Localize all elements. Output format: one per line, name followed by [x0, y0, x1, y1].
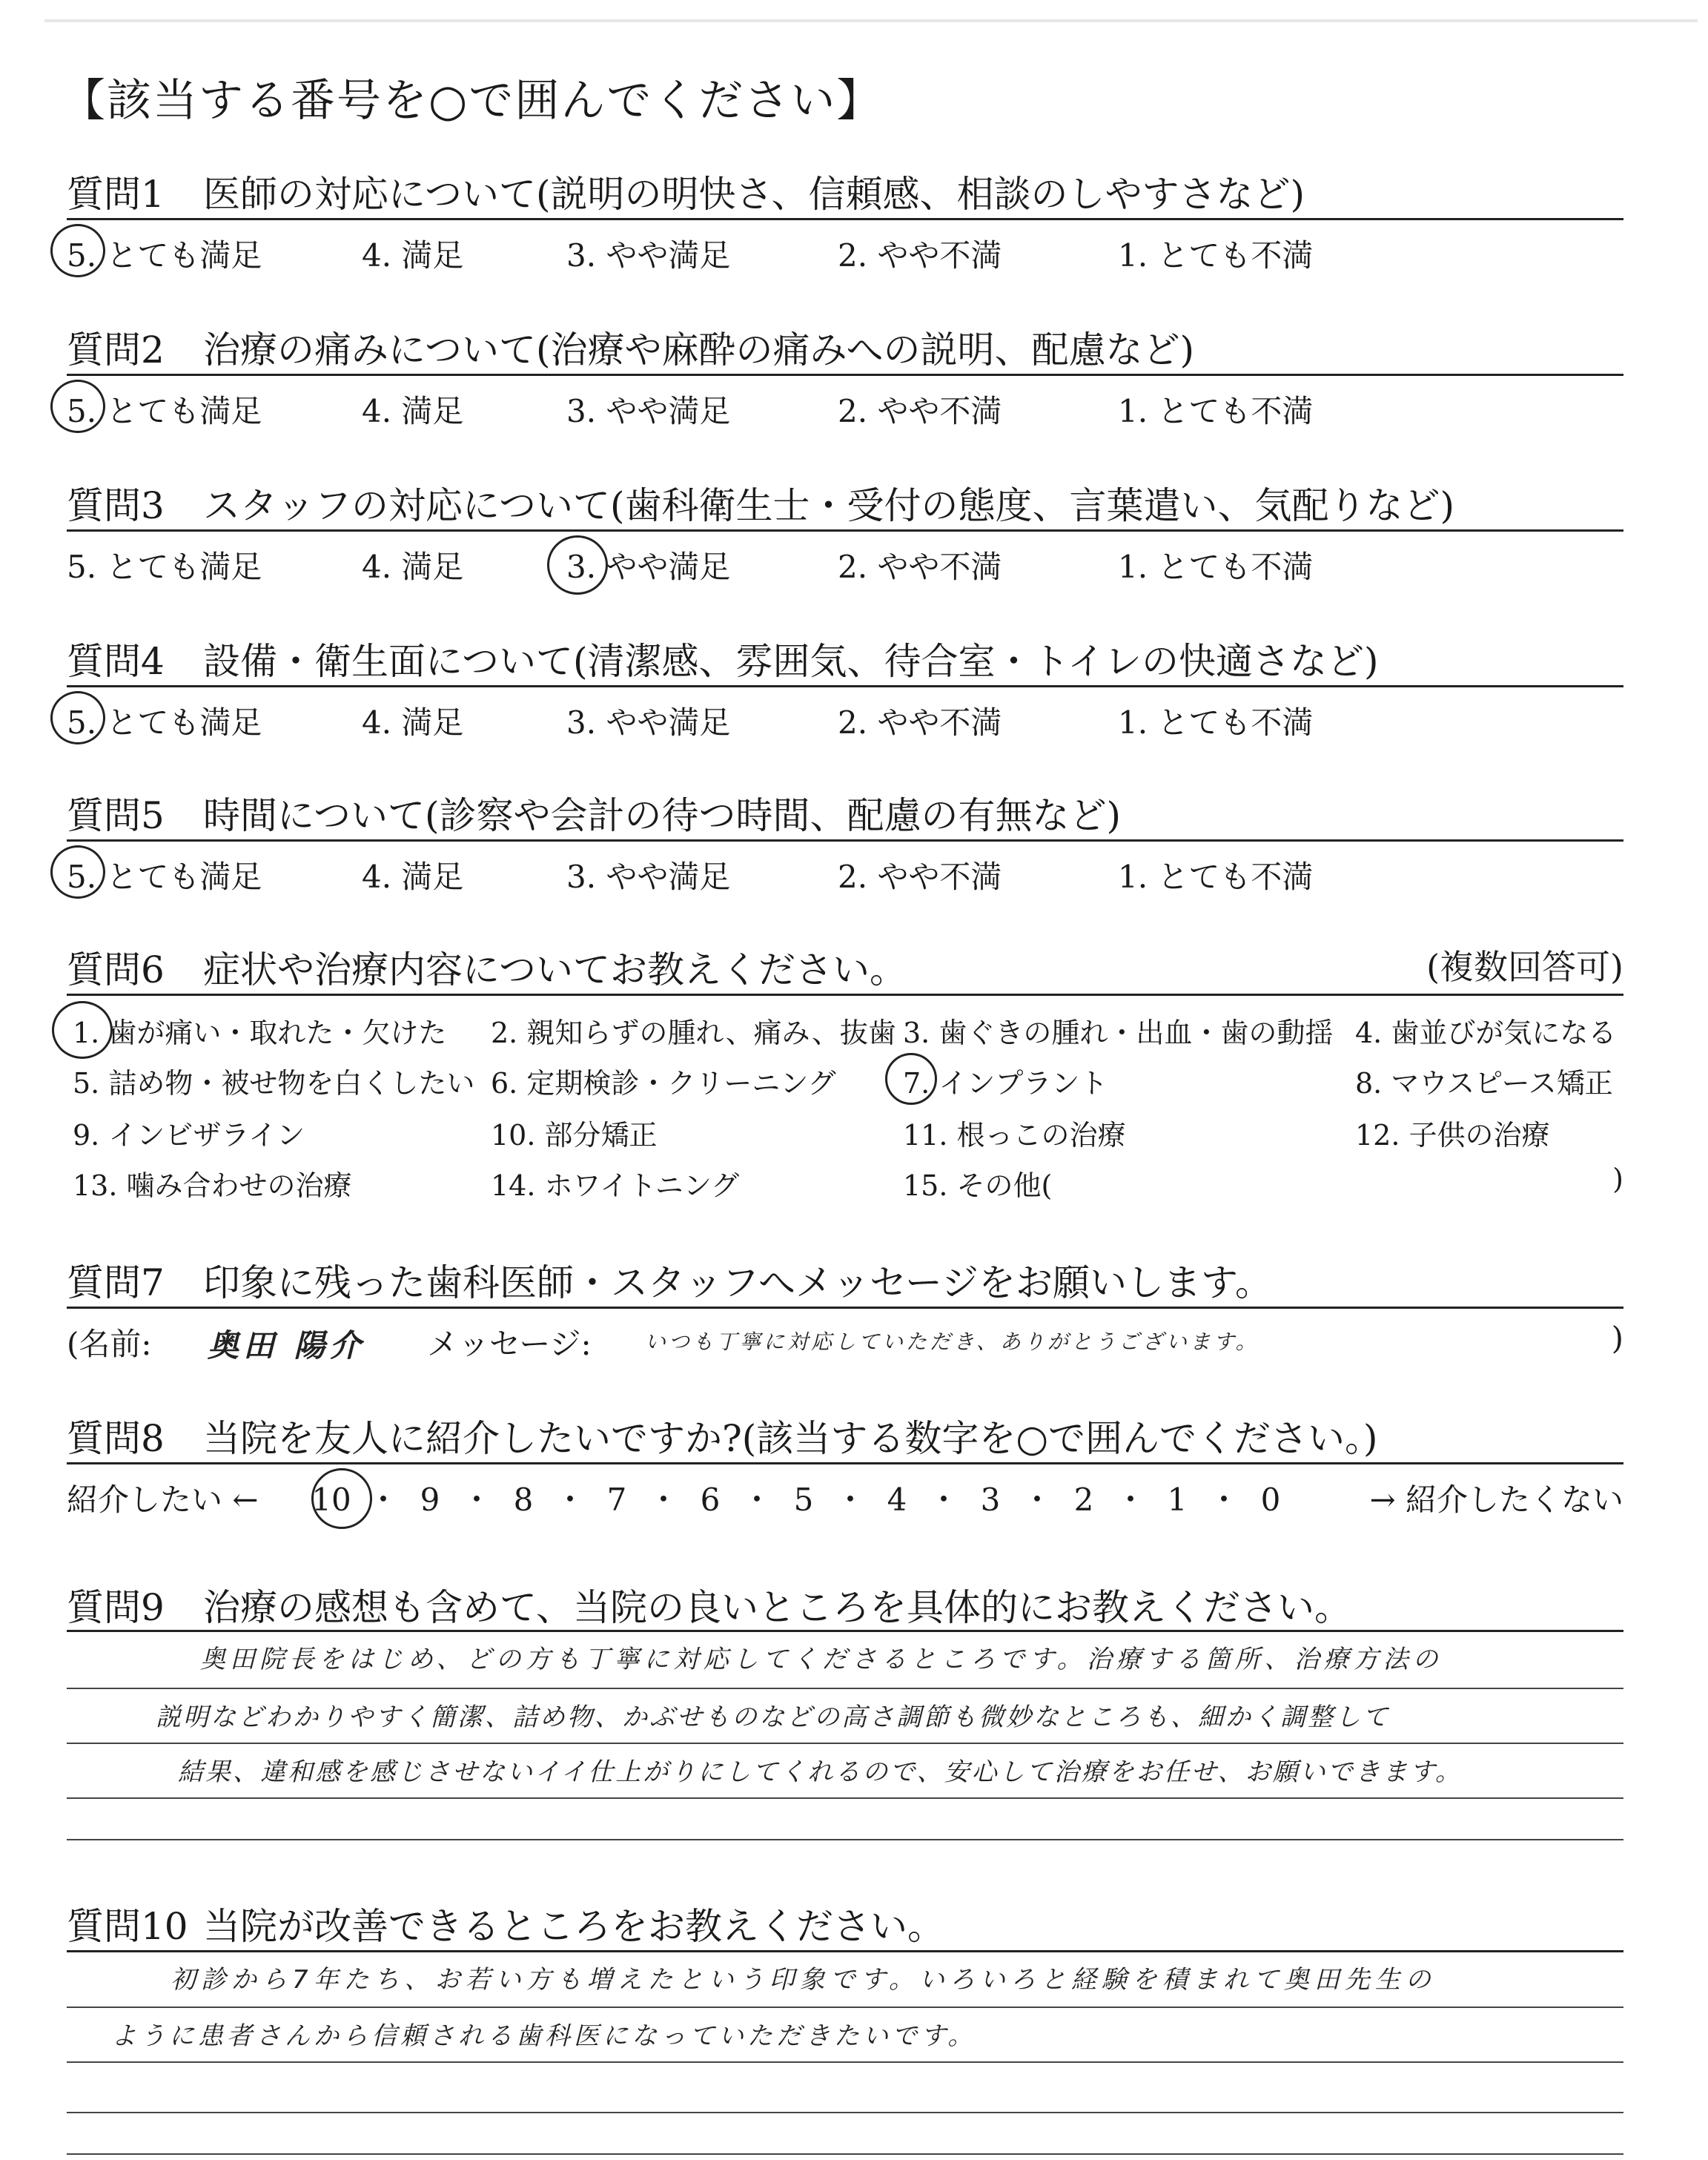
underline — [67, 1743, 1623, 1744]
option-1[interactable]: 1. とても不満 — [1118, 704, 1314, 741]
question-text: 当院が改善できるところをお教えください。 — [203, 1905, 944, 1948]
question-text: 医師の対応について(説明の明快さ、信頼感、相談のしやすさなど) — [203, 173, 1305, 216]
option-3[interactable]: 3. やや満足 — [566, 237, 731, 274]
underline — [67, 218, 1623, 220]
scale-separator: ・ — [647, 1482, 679, 1518]
message-label: メッセージ: — [427, 1326, 592, 1362]
question-5 — [67, 786, 1623, 895]
option-3[interactable]: 3. やや満足 — [566, 859, 731, 895]
selected-circle — [885, 1053, 937, 1105]
underline — [67, 529, 1623, 532]
question-text: 印象に残った歯科医師・スタッフへメッセージをお願いします。 — [203, 1261, 1272, 1304]
scale-separator: ・ — [554, 1482, 586, 1518]
option-4[interactable]: 4. 満足 — [362, 393, 464, 429]
question-number: 質問2 — [67, 328, 165, 371]
answer-line-3[interactable]: 結果、違和感を感じさせないイイ仕上がりにしてくれるので、安心して治療をお任せ、お願いできます。 — [178, 1757, 1463, 1787]
symptom-option-12[interactable]: 12. 子供の治療 — [1355, 1119, 1550, 1152]
question-text: 設備・衛生面について(清潔感、雰囲気、待合室・トイレの快適さなど) — [203, 640, 1379, 683]
question-title — [67, 165, 1305, 218]
underline — [67, 1688, 1623, 1689]
question-title — [67, 632, 1379, 685]
scale-value-10[interactable]: 10 — [311, 1482, 351, 1518]
underline — [67, 2153, 1623, 2155]
scale-numbers — [305, 1476, 1291, 1520]
scale-right-label: → 紹介したくない — [1369, 1482, 1623, 1518]
option-5[interactable]: 5. とても満足 — [67, 859, 262, 895]
scale-separator: ・ — [834, 1482, 866, 1518]
symptom-option-9[interactable]: 9. インビザライン — [73, 1119, 305, 1152]
scale-left-label: 紹介したい ← — [67, 1482, 259, 1518]
question-text: 当院を友人に紹介したいですか?(該当する数字を○で囲んでください。) — [203, 1417, 1378, 1460]
underline — [67, 1630, 1623, 1632]
option-3[interactable]: 3. やや満足 — [566, 704, 731, 741]
underline — [67, 374, 1623, 376]
question-title — [67, 320, 1194, 374]
question-number: 質問10 — [67, 1905, 188, 1948]
answer-line-1[interactable]: 奥田院長をはじめ、どの方も丁寧に対応してくださるところです。治療する箇所、治療方法の — [200, 1645, 1443, 1674]
symptom-option-2[interactable]: 2. 親知らずの腫れ、痛み、抜歯 — [491, 1017, 896, 1049]
question-text: 時間について(診察や会計の待つ時間、配慮の有無など) — [203, 794, 1122, 837]
question-number: 質問9 — [67, 1586, 165, 1629]
question-title — [67, 1253, 1272, 1307]
selected-circle — [50, 224, 105, 277]
name-label: (名前: — [67, 1326, 152, 1362]
question-title — [67, 476, 1454, 529]
answer-line-2[interactable]: 説明などわかりやすく簡潔、詰め物、かぶせものなどの高さ調節も微妙なところも、細かく調整して — [156, 1702, 1390, 1732]
question-title — [67, 1578, 1351, 1631]
question-number: 質問6 — [67, 948, 165, 991]
answer-line-1[interactable]: 初診から7年たち、お若い方も増えたという印象です。いろいろと経験を積まれて奥田先生の — [171, 1965, 1436, 1995]
scale-value-5[interactable]: 5 — [793, 1482, 814, 1518]
selected-circle — [50, 691, 105, 744]
question-number: 質問1 — [67, 173, 165, 216]
underline — [67, 1462, 1623, 1464]
option-1[interactable]: 1. とても不満 — [1118, 859, 1314, 895]
question-6 — [67, 940, 1623, 1207]
option-4[interactable]: 4. 満足 — [362, 859, 464, 895]
question-7 — [67, 1253, 1623, 1364]
option-1[interactable]: 1. とても不満 — [1118, 393, 1314, 429]
scale-value-2[interactable]: 2 — [1073, 1482, 1094, 1518]
symptom-option-14[interactable]: 14. ホワイトニング — [491, 1169, 740, 1202]
scale-value-0[interactable]: 0 — [1260, 1482, 1281, 1518]
scale-separator: ・ — [927, 1482, 959, 1518]
question-text: 治療の痛みについて(治療や麻酔の痛みへの説明、配慮など) — [203, 328, 1195, 371]
question-number: 質問3 — [67, 484, 165, 527]
message-value[interactable]: いつも丁寧に対応していただき、ありがとうございます。 — [645, 1330, 1260, 1354]
symptom-option-5[interactable]: 5. 詰め物・被せ物を白くしたい — [73, 1067, 475, 1100]
underline — [67, 1839, 1623, 1840]
question-text: 症状や治療内容についてお教えください。 — [203, 948, 907, 991]
question-title — [67, 1897, 944, 1950]
question-1 — [67, 165, 1623, 274]
scale-value-8[interactable]: 8 — [513, 1482, 534, 1518]
question-title — [67, 1409, 1377, 1462]
question-number: 質問8 — [67, 1417, 165, 1460]
option-5[interactable]: 5. とても満足 — [67, 237, 262, 274]
underline — [67, 685, 1623, 687]
option-4[interactable]: 4. 満足 — [362, 237, 464, 274]
symptom-option-8[interactable]: 8. マウスピース矯正 — [1355, 1067, 1613, 1100]
question-number: 質問4 — [67, 640, 165, 683]
option-5[interactable]: 5. とても満足 — [67, 393, 262, 429]
question-4 — [67, 632, 1623, 741]
scale-separator: ・ — [460, 1482, 492, 1518]
option-4[interactable]: 4. 満足 — [362, 549, 464, 585]
answer-line-2[interactable]: ように患者さんから信頼される歯科医になっていただきたいです。 — [111, 2021, 977, 2051]
scale-separator: ・ — [367, 1482, 399, 1518]
question-number: 質問7 — [67, 1261, 165, 1304]
symptom-option-3[interactable]: 3. 歯ぐきの腫れ・出血・歯の動揺 — [903, 1017, 1334, 1049]
question-title — [67, 940, 907, 994]
symptom-option-4[interactable]: 4. 歯並びが気になる — [1355, 1017, 1617, 1049]
option-2[interactable]: 2. やや不満 — [838, 393, 1002, 429]
multiple-answer-note: (複数回答可) — [1426, 947, 1623, 987]
underline — [67, 1797, 1623, 1799]
scale-value-3[interactable]: 3 — [980, 1482, 1001, 1518]
option-1[interactable]: 1. とても不満 — [1118, 237, 1314, 274]
underline — [67, 1307, 1623, 1309]
underline — [67, 839, 1623, 842]
scale-separator: ・ — [1208, 1482, 1239, 1518]
underline — [67, 2061, 1623, 2063]
selected-circle — [547, 535, 608, 595]
top-border — [44, 19, 1698, 22]
selected-circle — [311, 1468, 372, 1529]
option-2[interactable]: 2. やや不満 — [838, 859, 1002, 895]
question-title — [67, 786, 1121, 839]
symptom-option-1[interactable]: 1. 歯が痛い・取れた・欠けた — [73, 1017, 447, 1049]
scale-separator: ・ — [1114, 1482, 1146, 1518]
question-9 — [67, 1578, 1623, 1845]
symptom-option-13[interactable]: 13. 噛み合わせの治療 — [73, 1169, 352, 1202]
selected-circle — [52, 1001, 113, 1059]
underline — [67, 994, 1623, 996]
form-heading: 【該当する番号を○で囲んでください】 — [61, 75, 883, 127]
underline — [67, 2007, 1623, 2008]
scale-separator: ・ — [741, 1482, 772, 1518]
name-value[interactable]: 奥田 陽介 — [208, 1327, 365, 1364]
selected-circle — [50, 845, 105, 899]
symptom-option-6[interactable]: 6. 定期検診・クリーニング — [491, 1067, 836, 1100]
question-text: 治療の感想も含めて、当院の良いところを具体的にお教えください。 — [203, 1586, 1351, 1629]
symptom-option-15[interactable]: 15. その他( — [903, 1169, 1053, 1202]
symptom-option-11[interactable]: 11. 根っこの治療 — [903, 1119, 1126, 1152]
option-3[interactable]: 3. やや満足 — [566, 549, 731, 585]
scale-value-7[interactable]: 7 — [606, 1482, 627, 1518]
symptom-option-10[interactable]: 10. 部分矯正 — [491, 1119, 658, 1152]
option-2[interactable]: 2. やや不満 — [838, 237, 1002, 274]
option-5[interactable]: 5. とても満足 — [67, 549, 262, 585]
option-3[interactable]: 3. やや満足 — [566, 393, 731, 429]
underline — [67, 2112, 1623, 2113]
underline — [67, 1950, 1623, 1952]
option-5[interactable]: 5. とても満足 — [67, 704, 262, 741]
question-2 — [67, 320, 1623, 429]
option-4[interactable]: 4. 満足 — [362, 704, 464, 741]
scale-separator: ・ — [1021, 1482, 1053, 1518]
scale-value-4[interactable]: 4 — [887, 1482, 907, 1518]
question-8 — [67, 1409, 1623, 1520]
message-close-paren: ) — [1611, 1320, 1623, 1356]
option-2[interactable]: 2. やや不満 — [838, 549, 1002, 585]
question-10 — [67, 1897, 1623, 2156]
selected-circle — [50, 380, 105, 433]
option-2[interactable]: 2. やや不満 — [838, 704, 1002, 741]
scale-value-6[interactable]: 6 — [700, 1482, 721, 1518]
other-close-paren: ) — [1612, 1163, 1623, 1195]
question-3 — [67, 476, 1623, 585]
question-text: スタッフの対応について(歯科衛生士・受付の態度、言葉遣い、気配りなど) — [203, 484, 1455, 527]
option-1[interactable]: 1. とても不満 — [1118, 549, 1314, 585]
question-number: 質問5 — [67, 794, 165, 837]
scale-value-1[interactable]: 1 — [1167, 1482, 1188, 1518]
symptom-option-7[interactable]: 7. インプラント — [903, 1067, 1108, 1100]
scale-value-9[interactable]: 9 — [420, 1482, 440, 1518]
